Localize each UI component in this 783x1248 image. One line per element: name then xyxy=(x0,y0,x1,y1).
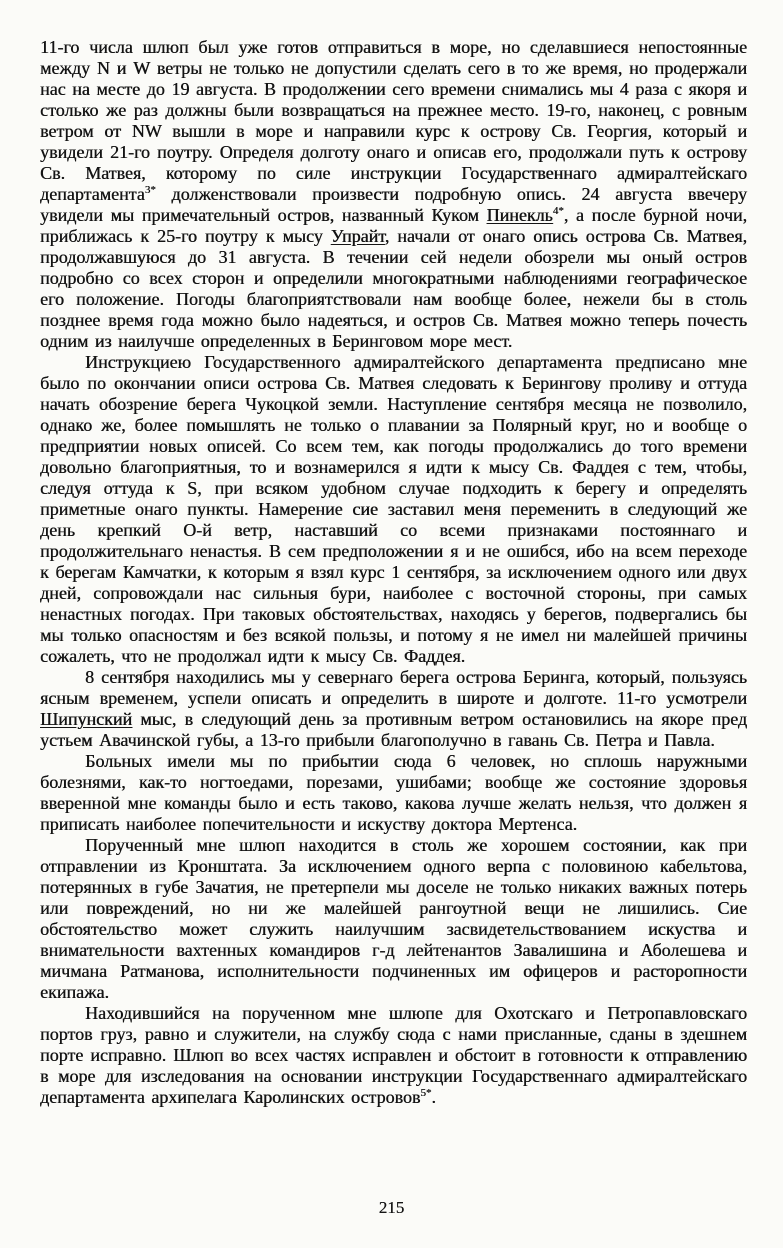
footnote-marker: 5* xyxy=(420,1087,432,1099)
text-run: 11-го числа шлюп был уже готов отправиться в море, но сделавшиеся непостоянные между N и W ветры не только не допустили сделать сего в то же время, но продержали нас на месте до 19 августа. В продолжении сего времени снимались мы 4 раза с якоря и столько же раз должны были возвращаться на прежнее место. 19-го, наконец, с ровным ветром от NW вышли в море и направили курс к острову Св. Георгия, который и увидели 21-го поутру. Определя долготу онаго и описав его, продолжали путь к острову Св. Матвея, которому по силе инструкции Государственнаго адмиралтейскаго департамента xyxy=(40,37,747,204)
text-run: , а после бурной ночи, приближась к 25-го поутру к мысу xyxy=(40,205,748,246)
footnote-marker: 3* xyxy=(144,184,156,196)
footnote-marker: 4* xyxy=(552,205,564,217)
page-text xyxy=(40,37,747,1108)
underlined-term: Пинекль xyxy=(486,205,553,225)
paragraph xyxy=(40,37,747,352)
paragraph xyxy=(40,751,747,835)
page-number: 215 xyxy=(378,1198,405,1217)
text-run: Больных имели мы по прибытии сюда 6 человек, но сплошь наружными болезнями, как-то ногтоедами, порезами, ушибами; вообще же состояние здоровья вверенной мне команды было и есть таково, какова лучше желать нельзя, что должен я приписать наиболее попечительности и искуству доктора Мертенса. xyxy=(40,751,747,834)
underlined-term: Шипунский xyxy=(40,709,133,729)
text-run: . xyxy=(431,1087,436,1107)
paragraph xyxy=(40,667,747,751)
text-run: 8 сентября находились мы у севернаго берега острова Беринга, который, пользуясь ясным временем, успели описать и определить в широте и долготе. 11-го усмотрели xyxy=(40,667,747,708)
text-run: долженствовали произвести подробную опись. 24 августа ввечеру увидели мы примечательный остров, названный Куком xyxy=(40,184,747,225)
text-run: Находившийся на порученном мне шлюпе для Охотскаго и Петропавловскаго портов груз, равно и служители, на службу сюда с нами присланные, сданы в здешнем порте исправно. Шлюп во всех частях исправлен и обстоит в готовности к отправлению в море для изследования на основании инструкции Государственнаго адмиралтейскаго департамента архипелага Каролинских островов xyxy=(40,1003,747,1107)
text-run: , начали от онаго опись острова Св. Матвея, продолжавшуюся до 31 августа. В течении сей недели обозрели мы оный остров подробно со всех сторон и определили многократными наблюдениями географическое его положение. Погоды благоприятствовали нам вообще более, нежели бы в столь позднее время года можно было надеяться, и остров Св. Матвея можно теперь почесть одним из наилучше определенных в Беринговом море мест. xyxy=(40,226,748,351)
text-run: мыс, в следующий день за противным ветром остановились на якоре пред устьем Авачинской губы, а 13-го прибыли благополучно в гавань Св. Петра и Павла. xyxy=(40,709,747,750)
paragraph xyxy=(40,352,747,667)
paragraph xyxy=(40,835,747,1003)
underlined-term: Упрайт xyxy=(330,226,385,246)
text-run: Инструкциею Государственного адмиралтейского департамента предписано мне было по окончании описи острова Св. Матвея следовать к Берингову проливу и оттуда начать обозрение берега Чукоцкой земли. Наступление сентября месяца не позволило, однако же, более помышлять не только о плавании за Полярный круг, но и вообще о предприятии новых описей. Со всем тем, как погоды продолжались до того времени довольно благоприятныя, то и вознамерился я идти к мысу Св. Фаддея с тем, чтобы, следуя оттуда к S, при всяком удобном случае подходить к берегу и определять приметные онаго пункты. Намерение сие заставил меня переменить в следующий же день крепкий О-й ветр, наставший со всеми признаками постояннаго и продолжительнаго ненастья. В сем предположении я и не ошибся, ибо на всем переходе к берегам Камчатки, к которым я взял курс 1 сентября, за исключением одного или двух дней, сопровождали нас сильныя бури, наиболее с восточной стороны, при самых ненастных погодах. При таковых обстоятельствах, находясь у берегов, подвергались бы мы только опасностям и без всякой пользы, и потому я не имел ни малейшей причины сожалеть, что не продолжал идти к мысу Св. Фаддея. xyxy=(40,352,747,666)
paragraph xyxy=(40,1003,747,1108)
text-run: Порученный мне шлюп находится в столь же хорошем состоянии, как при отправлении из Кронштата. За исключением одного верпа с половиною кабельтова, потерянных в губе Зачатия, не претерпели мы доселе не только никаких важных потерь или повреждений, но ни же малейшей рангоутной вещи не лишились. Сие обстоятельство может служить наилучшим засвидетельствованием искуства и внимательности вахтенных командиров г-д лейтенантов Завалишина и Аболешева и мичмана Ратманова, исполнительности подчиненных им офицеров и расторопности екипажа. xyxy=(40,835,747,1002)
